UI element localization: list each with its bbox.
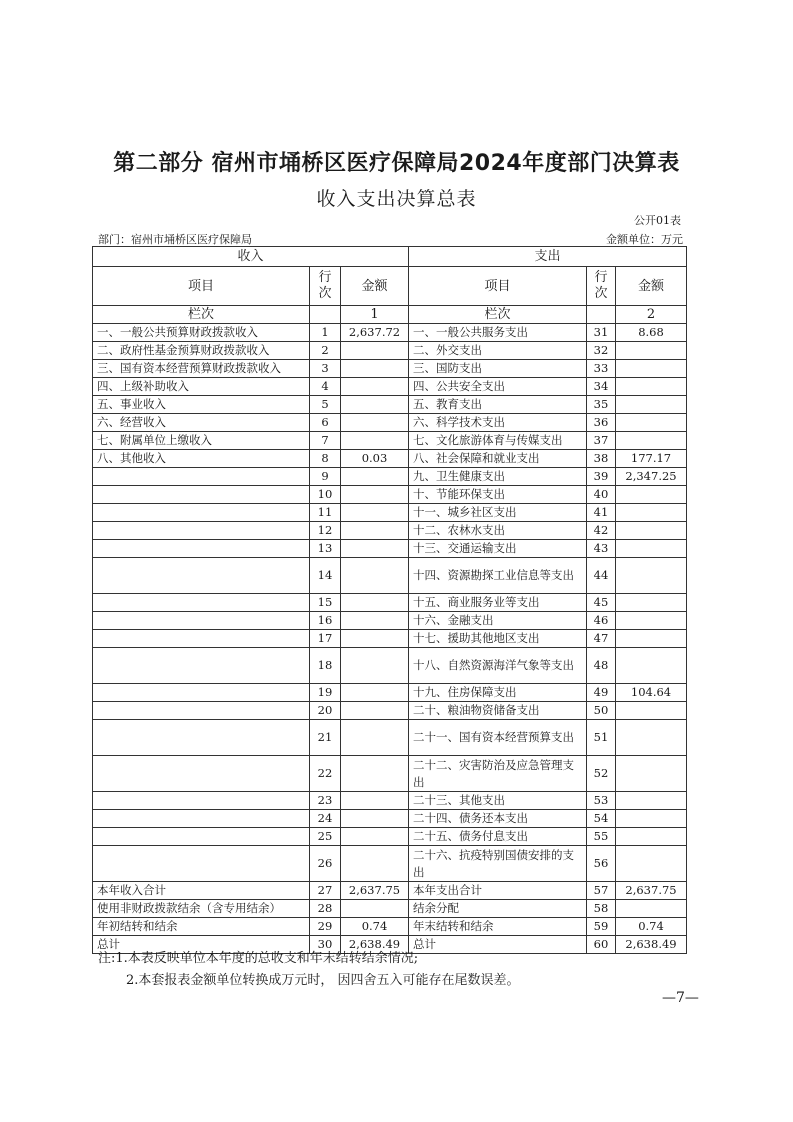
income-line-no-cell: 20	[310, 702, 341, 720]
expense-line-no-cell: 48	[587, 648, 616, 684]
expense-amount-cell	[616, 846, 687, 882]
table-notes	[98, 948, 520, 992]
expense-item-cell: 十六、金融支出	[409, 612, 587, 630]
expense-amount-cell: 0.74	[616, 918, 687, 936]
income-line-no-cell: 4	[310, 378, 341, 396]
income-amount-cell	[341, 504, 409, 522]
expense-line-no-cell: 53	[587, 792, 616, 810]
income-item-cell: 总计	[93, 936, 310, 954]
table-row	[93, 720, 687, 756]
income-item-cell: 本年收入合计	[93, 882, 310, 900]
income-line-no-cell: 9	[310, 468, 341, 486]
expense-line-no-cell: 34	[587, 378, 616, 396]
expense-line-header-1: 行	[594, 270, 608, 285]
income-amount-cell	[341, 378, 409, 396]
income-item-cell: 年初结转和结余	[93, 918, 310, 936]
expense-item-cell: 六、科学技术支出	[409, 414, 587, 432]
income-amount-cell	[341, 792, 409, 810]
page-number: —7—	[662, 990, 699, 1006]
expense-item-cell: 十三、交通运输支出	[409, 540, 587, 558]
income-line-no-cell: 21	[310, 720, 341, 756]
income-item-cell	[93, 756, 310, 792]
income-column-number: 1	[341, 306, 409, 324]
income-line-no-cell: 15	[310, 594, 341, 612]
note-1: 注:1.本表反映单位本年度的总收支和年末结转结余情况;	[98, 951, 419, 966]
income-line-no-cell: 3	[310, 360, 341, 378]
income-line-no-cell: 10	[310, 486, 341, 504]
expense-item-cell: 十四、资源勘探工业信息等支出	[409, 558, 587, 594]
table-row	[93, 468, 687, 486]
income-lanci-blank	[310, 306, 341, 324]
income-line-no-cell: 23	[310, 792, 341, 810]
expense-line-no-cell: 49	[587, 684, 616, 702]
income-line-no-cell: 27	[310, 882, 341, 900]
expense-line-no-cell: 51	[587, 720, 616, 756]
expense-line-no-cell: 57	[587, 882, 616, 900]
income-amount-cell: 2,638.49	[341, 936, 409, 954]
income-item-cell	[93, 846, 310, 882]
page-title: 第二部分 宿州市埇桥区医疗保障局2024年度部门决算表	[113, 151, 680, 176]
income-item-cell: 使用非财政拨款结余（含专用结余）	[93, 900, 310, 918]
expense-column-number: 2	[616, 306, 687, 324]
department-label: 部门：宿州市埇桥区医疗保障局	[98, 233, 252, 246]
expense-amount-cell	[616, 612, 687, 630]
expense-line-no-cell: 41	[587, 504, 616, 522]
income-line-no-cell: 29	[310, 918, 341, 936]
expense-item-cell: 二十四、债务还本支出	[409, 810, 587, 828]
income-amount-cell	[341, 702, 409, 720]
table-row	[93, 432, 687, 450]
table-row	[93, 486, 687, 504]
income-item-cell	[93, 720, 310, 756]
income-amount-cell	[341, 432, 409, 450]
income-amount-cell: 2,637.72	[341, 324, 409, 342]
expense-line-header	[587, 267, 616, 306]
expense-item-cell: 三、国防支出	[409, 360, 587, 378]
expense-item-cell: 七、文化旅游体育与传媒支出	[409, 432, 587, 450]
table-row	[93, 522, 687, 540]
expense-item-cell: 结余分配	[409, 900, 587, 918]
income-expense-table	[92, 246, 687, 954]
income-amount-cell	[341, 900, 409, 918]
expense-lanci-label: 栏次	[409, 306, 587, 324]
expense-amount-cell	[616, 900, 687, 918]
expense-line-no-cell: 47	[587, 630, 616, 648]
expense-line-no-cell: 40	[587, 486, 616, 504]
income-item-cell: 六、经营收入	[93, 414, 310, 432]
expense-amount-cell	[616, 630, 687, 648]
expense-line-no-cell: 58	[587, 900, 616, 918]
expense-line-no-cell: 38	[587, 450, 616, 468]
table-row	[93, 792, 687, 810]
table-row	[93, 342, 687, 360]
expense-amount-cell	[616, 504, 687, 522]
expense-line-no-cell: 59	[587, 918, 616, 936]
table-row	[93, 414, 687, 432]
income-line-header-1: 行	[318, 270, 332, 285]
expense-line-no-cell: 33	[587, 360, 616, 378]
table-row	[93, 450, 687, 468]
expense-item-cell: 十、节能环保支出	[409, 486, 587, 504]
income-lanci-label: 栏次	[93, 306, 310, 324]
income-line-no-cell: 5	[310, 396, 341, 414]
income-amount-cell	[341, 594, 409, 612]
income-item-cell	[93, 540, 310, 558]
expense-lanci-blank	[587, 306, 616, 324]
income-amount-cell	[341, 720, 409, 756]
expense-line-no-cell: 50	[587, 702, 616, 720]
income-item-cell	[93, 558, 310, 594]
income-amount-cell	[341, 558, 409, 594]
income-amount-header: 金额	[341, 267, 409, 306]
expense-item-cell: 二、外交支出	[409, 342, 587, 360]
income-line-header	[310, 267, 341, 306]
income-line-no-cell: 6	[310, 414, 341, 432]
expense-amount-cell	[616, 702, 687, 720]
income-line-no-cell: 19	[310, 684, 341, 702]
income-item-cell	[93, 468, 310, 486]
income-item-header: 项目	[93, 267, 310, 306]
income-item-cell: 二、政府性基金预算财政拨款收入	[93, 342, 310, 360]
expense-item-cell: 十五、商业服务业等支出	[409, 594, 587, 612]
income-line-no-cell: 1	[310, 324, 341, 342]
expense-line-no-cell: 60	[587, 936, 616, 954]
expense-amount-cell: 2,347.25	[616, 468, 687, 486]
income-section-header: 收入	[93, 247, 409, 267]
income-amount-cell: 0.03	[341, 450, 409, 468]
income-line-no-cell: 14	[310, 558, 341, 594]
expense-amount-cell	[616, 342, 687, 360]
expense-item-cell: 二十、粮油物资储备支出	[409, 702, 587, 720]
income-line-no-cell: 2	[310, 342, 341, 360]
expense-amount-cell: 2,637.75	[616, 882, 687, 900]
expense-amount-cell	[616, 486, 687, 504]
income-amount-cell	[341, 828, 409, 846]
expense-item-cell: 五、教育支出	[409, 396, 587, 414]
income-line-no-cell: 7	[310, 432, 341, 450]
expense-item-cell: 年末结转和结余	[409, 918, 587, 936]
income-amount-cell	[341, 522, 409, 540]
income-amount-cell	[341, 756, 409, 792]
table-row	[93, 558, 687, 594]
income-line-no-cell: 26	[310, 846, 341, 882]
table-row	[93, 378, 687, 396]
expense-item-cell: 八、社会保障和就业支出	[409, 450, 587, 468]
expense-line-no-cell: 39	[587, 468, 616, 486]
expense-amount-cell	[616, 756, 687, 792]
expense-line-no-cell: 43	[587, 540, 616, 558]
expense-amount-cell: 177.17	[616, 450, 687, 468]
table-row	[93, 360, 687, 378]
table-row	[93, 324, 687, 342]
income-amount-cell	[341, 630, 409, 648]
expense-line-no-cell: 32	[587, 342, 616, 360]
table-row	[93, 756, 687, 792]
expense-amount-cell	[616, 594, 687, 612]
expense-item-cell: 十八、自然资源海洋气象等支出	[409, 648, 587, 684]
income-item-cell	[93, 684, 310, 702]
income-item-cell	[93, 486, 310, 504]
table-row	[93, 828, 687, 846]
income-amount-cell	[341, 540, 409, 558]
income-amount-cell	[341, 468, 409, 486]
expense-amount-cell	[616, 432, 687, 450]
income-item-cell	[93, 594, 310, 612]
income-amount-cell	[341, 684, 409, 702]
expense-item-cell: 二十二、灾害防治及应急管理支出	[409, 756, 587, 792]
table-row	[93, 684, 687, 702]
income-line-no-cell: 22	[310, 756, 341, 792]
expense-item-cell: 十七、援助其他地区支出	[409, 630, 587, 648]
note-2: 2.本套报表金额单位转换成万元时， 因四舍五入可能存在尾数误差。	[126, 973, 520, 988]
table-row	[93, 810, 687, 828]
expense-line-header-2: 次	[594, 286, 608, 301]
table-row	[93, 918, 687, 936]
expense-line-no-cell: 35	[587, 396, 616, 414]
expense-amount-cell	[616, 828, 687, 846]
income-line-no-cell: 16	[310, 612, 341, 630]
income-line-no-cell: 11	[310, 504, 341, 522]
expense-item-cell: 一、一般公共服务支出	[409, 324, 587, 342]
expense-amount-cell	[616, 558, 687, 594]
income-amount-cell	[341, 486, 409, 504]
expense-line-no-cell: 46	[587, 612, 616, 630]
income-line-header-2: 次	[318, 286, 332, 301]
expense-section-header: 支出	[409, 247, 687, 267]
expense-amount-cell	[616, 540, 687, 558]
expense-item-cell: 二十一、国有资本经营预算支出	[409, 720, 587, 756]
expense-item-cell: 十二、农林水支出	[409, 522, 587, 540]
expense-line-no-cell: 45	[587, 594, 616, 612]
income-line-no-cell: 30	[310, 936, 341, 954]
income-item-cell	[93, 702, 310, 720]
expense-amount-cell	[616, 396, 687, 414]
expense-item-cell: 九、卫生健康支出	[409, 468, 587, 486]
expense-amount-cell: 104.64	[616, 684, 687, 702]
expense-line-no-cell: 42	[587, 522, 616, 540]
expense-line-no-cell: 56	[587, 846, 616, 882]
income-item-cell	[93, 630, 310, 648]
income-item-cell: 三、国有资本经营预算财政拨款收入	[93, 360, 310, 378]
expense-amount-cell	[616, 720, 687, 756]
table-row	[93, 648, 687, 684]
income-amount-cell	[341, 810, 409, 828]
income-amount-cell	[341, 648, 409, 684]
income-amount-cell	[341, 342, 409, 360]
table-row	[93, 846, 687, 882]
expense-line-no-cell: 36	[587, 414, 616, 432]
income-line-no-cell: 12	[310, 522, 341, 540]
expense-line-no-cell: 54	[587, 810, 616, 828]
table-row	[93, 900, 687, 918]
income-line-no-cell: 25	[310, 828, 341, 846]
income-amount-cell	[341, 846, 409, 882]
expense-line-no-cell: 52	[587, 756, 616, 792]
expense-amount-cell	[616, 522, 687, 540]
expense-item-cell: 本年支出合计	[409, 882, 587, 900]
expense-amount-cell	[616, 648, 687, 684]
expense-line-no-cell: 31	[587, 324, 616, 342]
table-row	[93, 540, 687, 558]
income-item-cell	[93, 612, 310, 630]
table-row	[93, 882, 687, 900]
table-row	[93, 630, 687, 648]
expense-amount-cell: 8.68	[616, 324, 687, 342]
income-line-no-cell: 17	[310, 630, 341, 648]
income-item-cell: 五、事业收入	[93, 396, 310, 414]
income-item-cell	[93, 792, 310, 810]
expense-item-cell: 总计	[409, 936, 587, 954]
table-row	[93, 594, 687, 612]
unit-label: 金额单位：万元	[606, 233, 683, 246]
income-item-cell	[93, 828, 310, 846]
table-row	[93, 612, 687, 630]
table-subtitle: 收入支出决算总表	[316, 188, 477, 210]
income-line-no-cell: 28	[310, 900, 341, 918]
expense-amount-cell	[616, 414, 687, 432]
income-item-cell: 八、其他收入	[93, 450, 310, 468]
expense-item-cell: 二十三、其他支出	[409, 792, 587, 810]
income-item-cell: 七、附属单位上缴收入	[93, 432, 310, 450]
table-row	[93, 504, 687, 522]
expense-line-no-cell: 44	[587, 558, 616, 594]
expense-line-no-cell: 37	[587, 432, 616, 450]
expense-item-cell: 二十五、债务付息支出	[409, 828, 587, 846]
expense-item-header: 项目	[409, 267, 587, 306]
income-item-cell	[93, 648, 310, 684]
income-line-no-cell: 24	[310, 810, 341, 828]
income-amount-cell	[341, 396, 409, 414]
income-line-no-cell: 13	[310, 540, 341, 558]
income-amount-cell: 0.74	[341, 918, 409, 936]
income-amount-cell	[341, 414, 409, 432]
income-item-cell: 一、一般公共预算财政拨款收入	[93, 324, 310, 342]
income-line-no-cell: 18	[310, 648, 341, 684]
income-amount-cell	[341, 612, 409, 630]
expense-item-cell: 四、公共安全支出	[409, 378, 587, 396]
column-header-row	[93, 267, 687, 306]
expense-item-cell: 二十六、抗疫特别国债安排的支出	[409, 846, 587, 882]
expense-amount-cell	[616, 792, 687, 810]
table-row	[93, 702, 687, 720]
income-item-cell	[93, 504, 310, 522]
column-number-row	[93, 306, 687, 324]
expense-amount-cell: 2,638.49	[616, 936, 687, 954]
income-item-cell	[93, 810, 310, 828]
expense-item-cell: 十九、住房保障支出	[409, 684, 587, 702]
section-header-row	[93, 247, 687, 267]
income-amount-cell: 2,637.75	[341, 882, 409, 900]
expense-amount-cell	[616, 378, 687, 396]
expense-amount-header: 金额	[616, 267, 687, 306]
income-line-no-cell: 8	[310, 450, 341, 468]
income-amount-cell	[341, 360, 409, 378]
expense-item-cell: 十一、城乡社区支出	[409, 504, 587, 522]
expense-amount-cell	[616, 360, 687, 378]
income-item-cell: 四、上级补助收入	[93, 378, 310, 396]
form-number: 公开01表	[634, 214, 681, 227]
expense-amount-cell	[616, 810, 687, 828]
income-item-cell	[93, 522, 310, 540]
table-row	[93, 396, 687, 414]
expense-line-no-cell: 55	[587, 828, 616, 846]
